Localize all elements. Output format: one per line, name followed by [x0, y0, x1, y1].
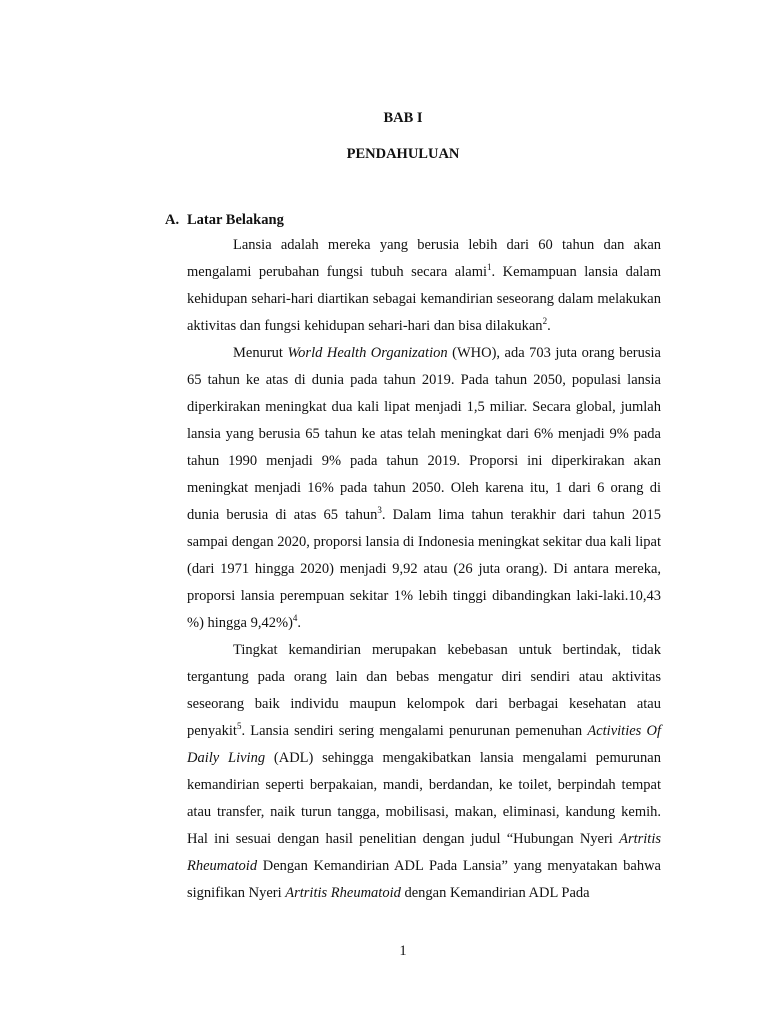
paragraph-text: (WHO), ada 703 juta orang berusia 65 tahun ke atas di dunia pada tahun 2019. Pada tahun 2050, populasi lansia diperkirakan meningkat dua kali lipat menjadi 1,5 miliar. Secara global, jumlah lansia yang berusia 65 tahun ke atas telah meningkat dari 6% menjadi 9% pada tahun 1990 menjadi 9% pada tahun 2019. Proporsi ini diperkirakan akan meningkat menjadi 16% pada tahun 2050. Oleh karena itu, 1 dari 6 orang di dunia berusia di atas 65 tahun: [187, 345, 661, 523]
paragraph-text: Lansia adalah mereka yang berusia lebih dari 60 tahun dan akan mengalami perubahan fungsi tubuh secara alami: [187, 237, 661, 280]
paragraph-text: . Dalam lima tahun terakhir dari tahun 2015 sampai dengan 2020, proporsi lansia di Indonesia meningkat sekitar dua kali lipat (dari 1971 hingga 2020) menjadi 9,92 atau (26 juta orang). Di antara mereka, proporsi lansia perempuan sekitar 1% lebih tinggi dibandingkan laki-laki.10,43 %) hingga 9,42%): [187, 507, 661, 631]
paragraph-text: dengan Kemandirian ADL Pada: [400, 885, 590, 901]
italic-term: Artritis Rheumatoid: [285, 885, 401, 901]
paragraph-text: . Lansia sendiri sering mengalami penurunan pemenuhan: [241, 723, 588, 739]
footnote-ref: 2: [542, 316, 548, 327]
paragraph-3: [187, 637, 661, 907]
italic-term: World Health Organization: [287, 345, 448, 361]
chapter-title: PENDAHULUAN: [346, 146, 460, 162]
italic-term: Artritis Rheumatoid: [187, 831, 661, 874]
page-number: 1: [399, 943, 407, 959]
paragraph-1: [187, 232, 661, 340]
paragraph-text: . Kemampuan lansia dalam kehidupan sehari-hari diartikan sebagai kemandirian seseorang dalam melakukan aktivitas dan fungsi kehidupan sehari-hari dan bisa dilakukan: [187, 264, 661, 334]
footnote-ref: 3: [377, 505, 382, 516]
section-letter: A.: [165, 212, 180, 228]
paragraph-text: (ADL) sehingga mengakibatkan lansia mengalami pemurunan kemandirian seperti berpakaian, mandi, berdandan, ke toilet, berpindah tempat atau transfer, naik turun tangga, mobilisasi, makan, eliminasi, kandung kemih. Hal ini sesuai dengan hasil penelitian dengan judul “Hubungan Nyeri: [187, 750, 661, 847]
paragraph-text: Menurut: [233, 345, 288, 361]
section-title: Latar Belakang: [187, 212, 284, 228]
chapter-label: BAB I: [383, 110, 423, 126]
italic-term: Activities Of Daily Living: [187, 723, 661, 766]
paragraph-text: Dengan Kemandirian ADL Pada Lansia” yang menyatakan bahwa signifikan Nyeri: [187, 858, 661, 901]
body-text: [187, 232, 661, 907]
footnote-ref: 1: [487, 262, 492, 273]
paragraph-2: [187, 340, 661, 637]
footnote-ref: 4: [292, 613, 298, 624]
paragraph-text: .: [547, 318, 551, 334]
section-heading: [165, 212, 284, 229]
paragraph-text: Tingkat kemandirian merupakan kebebasan untuk bertindak, tidak tergantung pada orang lain dan bebas mengatur diri sendiri atau aktivitas seseorang baik individu maupun kelompok dari berbagai kesehatan atau penyakit: [187, 642, 661, 739]
footnote-ref: 5: [236, 721, 242, 732]
paragraph-text: .: [297, 615, 302, 631]
